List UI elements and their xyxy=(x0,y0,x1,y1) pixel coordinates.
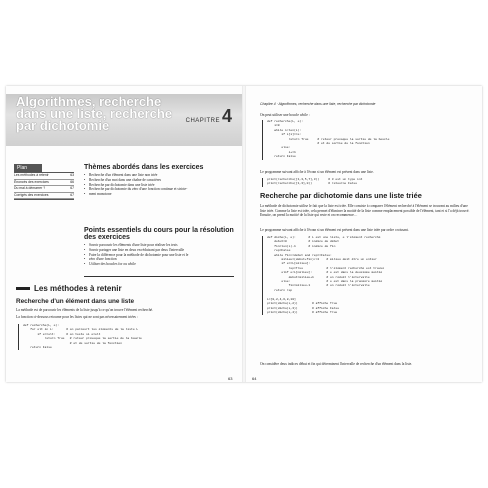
chapter-title: Algorithmes, recherche dans une liste, recherche par dichotomie xyxy=(16,94,173,133)
plan-item-label: Les méthodes à retenir xyxy=(14,173,49,177)
chapter-number: 4 xyxy=(221,106,232,126)
code-line: return True # retour provoque la sortie de la boucle xyxy=(23,337,142,341)
points-title: Points essentiels du cours pour la résolution des exercices xyxy=(84,227,234,241)
code-line: fin=milieu-1 # on réduit l'intervalle xyxy=(267,284,370,288)
plan-item xyxy=(14,193,74,200)
code-line: # et de sortie de la fonction xyxy=(23,341,123,345)
points-block xyxy=(84,227,234,267)
code-line: fin=len(L)-1 # indice de fin xyxy=(267,244,336,248)
paragraph: La méthode de dichotomie utilise le fait que la liste est triée. Elle consiste à comparer l'élément recherché à l'élément se trouvant au milieu d'une liste triée. Comme la liste est triée, cela permet d'éliminer la moitié de la liste comme emplacement possible de l'élément, tant et si l'a déjà trouvé. Ensuite, on prend la moitié de la liste qui reste et on recommence… xyxy=(260,204,470,218)
code-line: def dicho(L, e): # L est une liste, e l'élément recherché xyxy=(267,236,381,239)
code-line: debut=0 # indice de début xyxy=(267,240,340,244)
paragraph: Le programme suivant affiche à l'écran si un élément est présent dans une liste. xyxy=(260,170,374,174)
code-line: print(dicho(L,2)) # affiche True xyxy=(267,302,338,306)
chapter-label xyxy=(186,106,232,127)
subsection-title: Recherche d'un élément dans une liste xyxy=(16,298,135,305)
code-line: if L[i]==e: xyxy=(267,133,302,137)
plan-item-label: Énoncés des exercices xyxy=(14,179,49,184)
code-line: print(dicho(L,4)) # affiche True xyxy=(267,310,338,314)
plan-item-page: 63 xyxy=(70,173,74,177)
point-item-cont: • zéro d'une fonction xyxy=(84,257,234,262)
code-block xyxy=(262,120,389,160)
plan-label: Plan xyxy=(14,164,42,172)
code-line: rep=False xyxy=(267,249,291,253)
point-item: • Savoir partager une liste en deux en réduisant par deux l'intervalle xyxy=(84,248,234,253)
code-line: elif e<L[milieu]: # e est dans la deuxième moitié xyxy=(267,271,383,275)
code-line: return True # retour provoque la sortie de la boucle xyxy=(267,137,390,141)
paragraph: On peut utiliser une boucle while : xyxy=(260,113,310,117)
plan-list xyxy=(14,172,74,200)
code-line: debut=milieu+1 # on réduit l'intervalle xyxy=(267,275,370,279)
point-item: • Savoir parcourir les éléments d'une liste pour réaliser les tests xyxy=(84,243,234,248)
code-line: else: xyxy=(267,146,291,150)
code-line: i=0 xyxy=(267,124,280,128)
code-line: print(recherche([1,3,5,7],3)) # 3 est un type int xyxy=(267,178,363,181)
code-line: milieu=(debut+fin)//2 # milieu doit être un entier xyxy=(267,258,377,262)
code-line: if e==elt: # on teste si e=elt xyxy=(23,332,101,336)
plan-item-page: 67 xyxy=(70,186,74,190)
code-line: def recherche(L, e): xyxy=(23,324,60,327)
themes-block xyxy=(84,164,234,197)
book-spread xyxy=(6,86,482,382)
code-line: if e==L[milieu]: xyxy=(267,262,311,266)
plan-item-label: Du mal à démarrer ? xyxy=(14,186,46,190)
themes-title: Thèmes abordés dans les exercices xyxy=(84,164,204,171)
running-head: Chapitre 4 · Algorithmes, recherche dans une liste, recherche par dichotomie xyxy=(260,102,376,106)
code-block xyxy=(18,324,142,350)
plan-box xyxy=(14,164,74,200)
code-line: for elt in L: # on parcourt les éléments de la liste L xyxy=(23,328,139,332)
code-line: else: # e est dans la première moitié xyxy=(267,280,383,284)
code-line: rep=True # l'élément recherché est trouvé xyxy=(267,266,385,270)
paragraph: On considère deux indices début et fin qui déterminent l'intervalle de recherche d'un élément dans la liste. xyxy=(260,362,413,366)
theme-item: • Recherche d'un mot dans une chaîne de caractères xyxy=(84,178,234,183)
paragraph: La fonction ci-dessous retourne pour les listes qui ne sont pas nécessairement triées : xyxy=(16,315,138,319)
code-block xyxy=(262,236,384,315)
point-item: • Faire la différence pour la méthode de dichotomie pour une liste et le xyxy=(84,253,234,258)
code-line: while fin>=debut and rep==False: xyxy=(267,253,332,257)
page-number: 63 xyxy=(228,376,233,381)
code-line: return rep xyxy=(267,288,293,292)
code-line: print(recherche([1,3],0)) # retourne False xyxy=(267,182,358,186)
point-item: • Utiliser des boucles for ou while xyxy=(84,262,234,267)
code-line: print(dicho(L,3)) # affiche False xyxy=(267,306,340,310)
paragraph: La méthode est de parcourir les éléments de la liste jusqu'à ce qu'on trouve l'élément recherché. xyxy=(16,308,154,312)
plan-item-label: Corrigés des exercices xyxy=(14,192,49,197)
code-line: return False xyxy=(267,155,296,159)
plan-item-page: 67 xyxy=(70,192,74,197)
section-bar xyxy=(16,287,30,290)
right-page xyxy=(246,86,482,382)
section-title xyxy=(16,284,122,293)
chapter-banner xyxy=(6,94,242,146)
section-title: Recherche par dichotomie dans une liste triée xyxy=(260,191,422,200)
theme-item: • Recherche par dichotomie du zéro d'une fonction continue et stricte- xyxy=(84,187,234,192)
section-title-text: Les méthodes à retenir xyxy=(34,284,122,293)
theme-item: • Recherche par dichotomie dans une liste triée xyxy=(84,183,234,188)
paragraph: Le programme suivant affiche à l'écran si un élément est présent dans une liste triée par ordre croissant. xyxy=(260,228,409,232)
code-block xyxy=(262,178,362,187)
plan-item-page: 66 xyxy=(70,179,74,184)
theme-item-cont: • ment monotone xyxy=(84,192,234,197)
code-line: i+=1 xyxy=(267,150,296,154)
left-page xyxy=(6,86,242,382)
code-line: def recherche(L, e): xyxy=(267,120,304,123)
divider xyxy=(84,276,234,277)
page-number: 64 xyxy=(252,376,257,381)
code-line: return False xyxy=(23,346,52,350)
code-line: L=[0,2,4,6,8,10] xyxy=(267,297,296,301)
chapter-word: CHAPITRE xyxy=(185,118,220,124)
theme-item: • Recherche d'un élément dans une liste non triée xyxy=(84,173,234,178)
code-line: # et de sortie de la fonction xyxy=(267,142,370,146)
code-line: while i<len(L): xyxy=(267,128,302,132)
